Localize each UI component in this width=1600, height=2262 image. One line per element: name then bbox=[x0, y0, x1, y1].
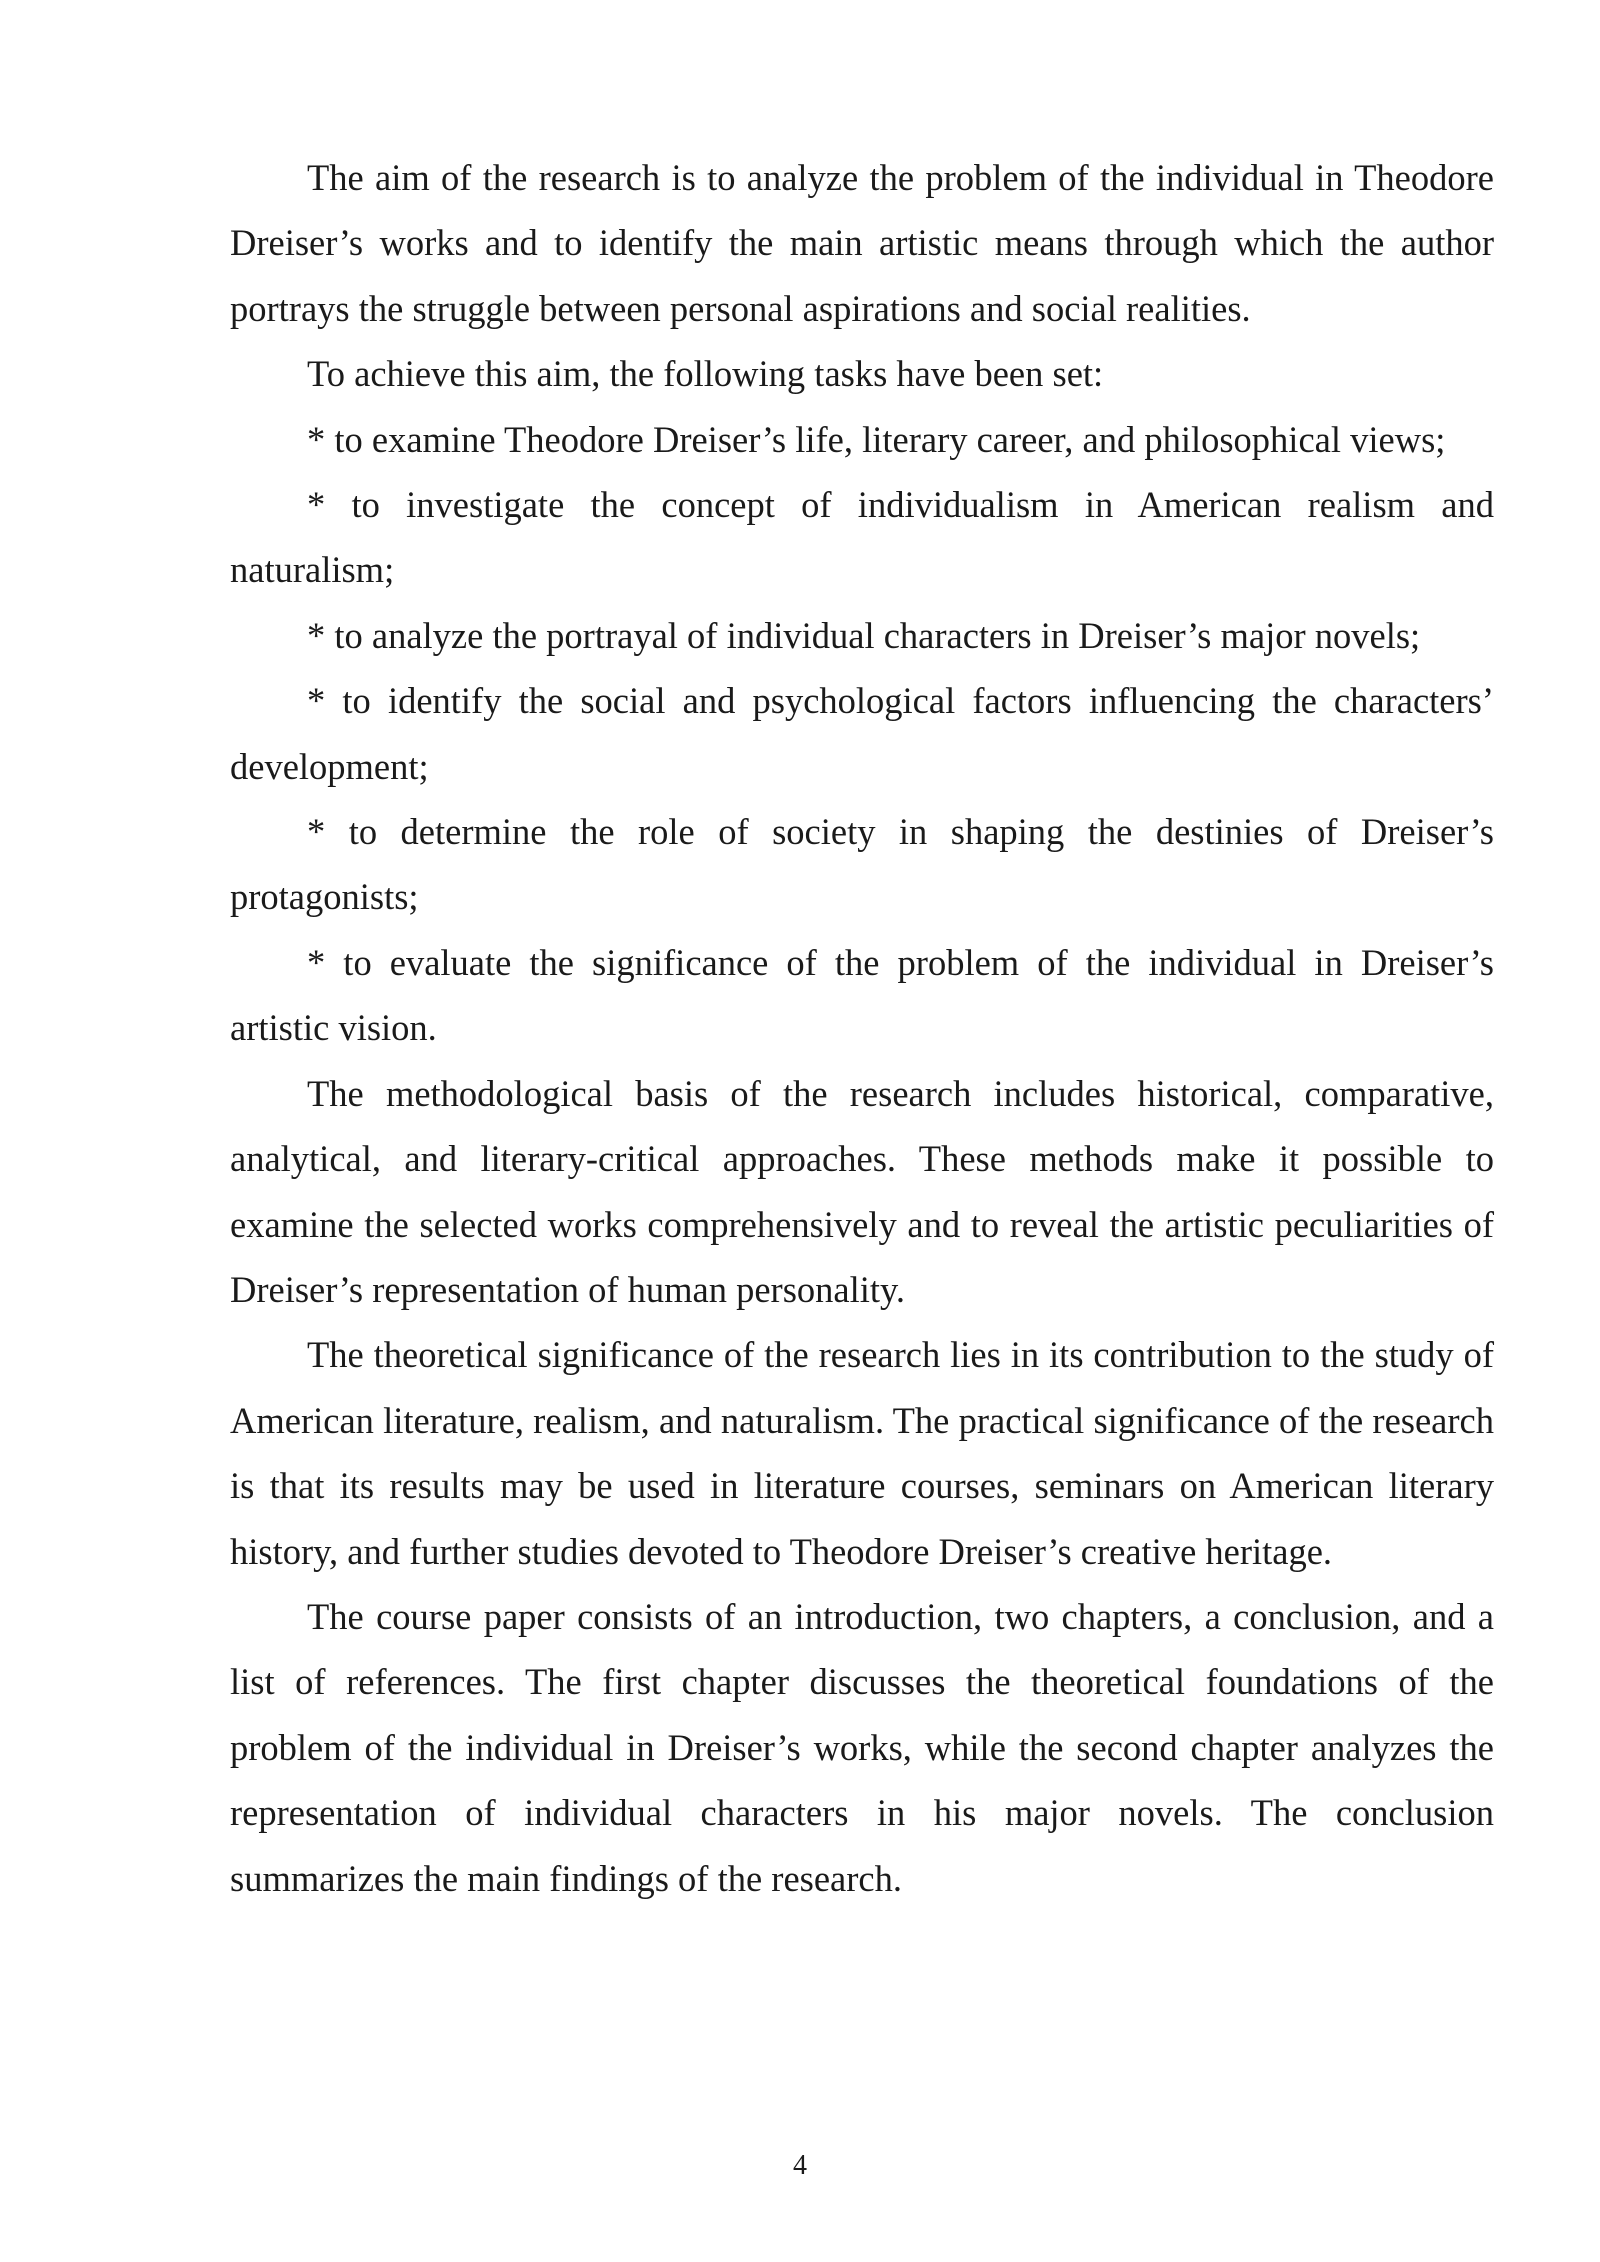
paragraph-aim: The aim of the research is to analyze the problem of the individual in Theodore Dreiser’s works and to identify the main artistic means through which the author portrays the struggle between personal aspirations and social realities. bbox=[230, 157, 1494, 329]
task-item-5: * to determine the role of society in shaping the destinies of Dreiser’s protagonists; bbox=[230, 811, 1494, 918]
task-item-2: * to investigate the concept of individualism in American realism and naturalism; bbox=[230, 484, 1494, 591]
task-item-6: * to evaluate the significance of the problem of the individual in Dreiser’s artistic vision. bbox=[230, 941, 1494, 1049]
document-body bbox=[230, 145, 1494, 1911]
paragraph-structure: The course paper consists of an introduction, two chapters, a conclusion, and a list of references. The first chapter discusses the theoretical foundations of the problem of the individual in Dreiser’s works, while the second chapter analyzes the representation of individual characters in his major novels. The conclusion summarizes the main findings of the research. bbox=[230, 1595, 1494, 1899]
task-item-4: * to identify the social and psychological factors influencing the characters’ development; bbox=[230, 680, 1494, 787]
paragraph-significance: The theoretical significance of the research lies in its contribution to the study of American literature, realism, and naturalism. The practical significance of the research is that its results may be used in literature courses, seminars on American literary history, and further studies devoted to Theodore Dreiser’s creative heritage. bbox=[230, 1334, 1494, 1572]
page-number: 4 bbox=[793, 2150, 807, 2181]
task-item-3: * to analyze the portrayal of individual characters in Dreiser’s major novels; bbox=[307, 614, 1421, 656]
paragraph-tasks-intro: To achieve this aim, the following tasks have been set: bbox=[307, 353, 1104, 395]
task-item-1: * to examine Theodore Dreiser’s life, literary career, and philosophical views; bbox=[307, 418, 1446, 460]
paragraph-methodology: The methodological basis of the research includes historical, comparative, analytical, and literary-critical approaches. These methods make it possible to examine the selected works comprehensively and to reveal the artistic peculiarities of Dreiser’s representation of human personality. bbox=[230, 1072, 1494, 1310]
